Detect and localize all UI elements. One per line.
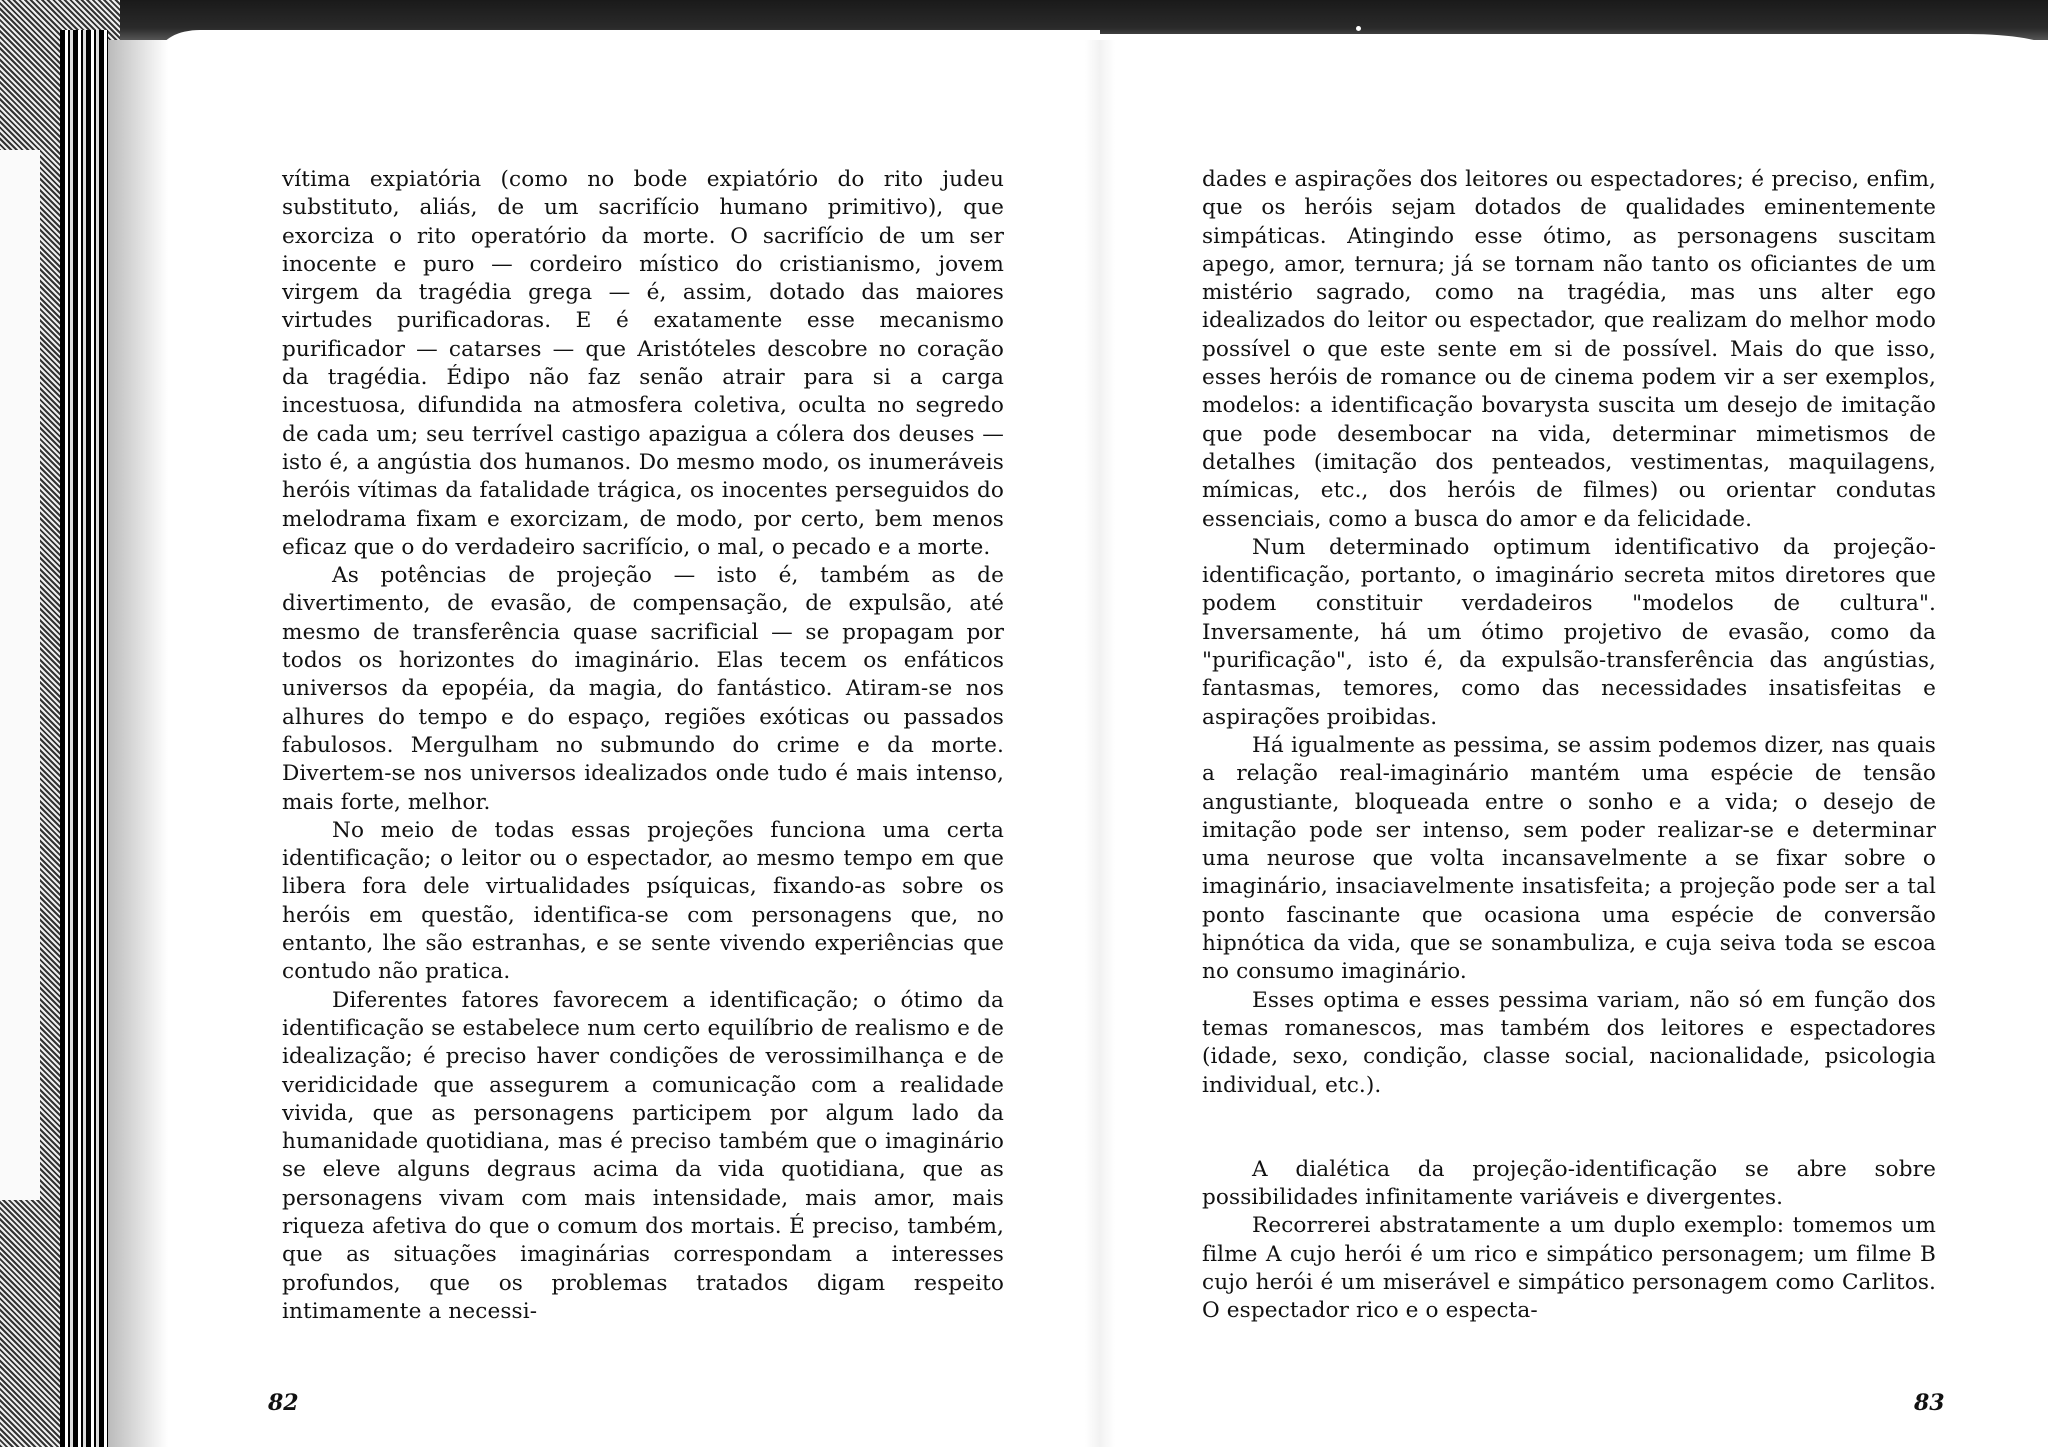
paragraph: Num determinado optimum identificativo da projeção-identificação, portanto, o imaginário secreta mitos diretores que podem constituir verdadeiros "modelos de cultura". Inversamente, há um ótimo projetivo de evasão, como da "purificação", isto é, da expulsão-transferência das angústias, fantasmas, temores, como das necessidades insatisfeitas e aspirações proibidas. [1202, 534, 1936, 730]
page-number-left: 82 [268, 1390, 299, 1416]
page-curl-left [160, 30, 1100, 52]
paragraph: A dialética da projeção-identificação se abre sobre possibilidades infinitamente variáveis e divergentes. [1202, 1156, 1936, 1211]
book-edge-shadow [108, 40, 168, 1447]
right-page-text [1202, 166, 1936, 1326]
section-break [1202, 1100, 1936, 1156]
paragraph: vítima expiatória (como no bode expiatório do rito judeu substituto, aliás, de um sacrifício humano primitivo), que exorciza o rito operatório da morte. O sacrifício de um ser inocente e puro — cordeiro místico do cristianismo, jovem virgem da tragédia grega — é, assim, dotado das maiores virtudes purificadoras. E é exatamente esse mecanismo purificador — catarses — que Aristóteles descobre no coração da tragédia. Édipo não faz senão atrair para si a carga incestuosa, difundida na atmosfera coletiva, oculta no segredo de cada um; seu terrível castigo apazigua a cólera dos deuses — isto é, a angústia dos humanos. Do mesmo modo, os inumeráveis heróis vítimas da fatalidade trágica, os inocentes perseguidos do melodrama fixam e exorcizam, de modo, por certo, bem menos eficaz que o do verdadeiro sacrifício, o mal, o pecado e a morte. [282, 167, 1004, 560]
left-page-text [282, 166, 1004, 1326]
paragraph: Recorrerei abstratamente a um duplo exemplo: tomemos um filme A cujo herói é um rico e simpático personagem; um filme B cujo herói é um miserável e simpático personagem como Carlitos. O espectador rico e o especta- [1202, 1213, 1936, 1324]
page-curl-right [1090, 34, 2048, 56]
scan-speck [1356, 26, 1361, 31]
paragraph: As potências de projeção — isto é, também as de divertimento, de evasão, de compensação, de expulsão, até mesmo de transferência quase sacrificial — se propagam por todos os horizontes do imaginário. Elas tecem os enfáticos universos da epopéia, da magia, do fantástico. Atiram-se nos alhures do tempo e do espaço, regiões exóticas ou passados fabulosos. Mergulham no submundo do crime e da morte. Divertem-se nos universos idealizados onde tudo é mais intenso, mais forte, melhor. [282, 563, 1004, 815]
book-gutter [1085, 40, 1115, 1447]
paragraph: Esses optima e esses pessima variam, não só em função dos temas romanescos, mas também dos leitores e espectadores (idade, sexo, condição, classe social, nacionalidade, psicologia individual, etc.). [1202, 987, 1936, 1098]
book-page-stack [60, 30, 108, 1447]
book-edge-highlight [0, 150, 40, 1200]
paragraph: Diferentes fatores favorecem a identificação; o ótimo da identificação se estabelece num certo equilíbrio de realismo e de idealização; é preciso haver condições de verossimilhança e de veridicidade que assegurem a comunicação com a realidade vivida, que as personagens participem por algum lado da humanidade quotidiana, mas é preciso também que o imaginário se eleve alguns degraus acima da vida quotidiana, que as personagens vivam com mais intensidade, mais amor, mais riqueza afetiva do que o comum dos mortais. É preciso, também, que as situações imaginárias correspondam a interesses profundos, que os problemas tratados digam respeito intimamente a necessi- [282, 987, 1004, 1324]
page-number-right: 83 [1914, 1390, 1945, 1416]
paragraph: No meio de todas essas projeções funciona uma certa identificação; o leitor ou o espectador, ao mesmo tempo em que libera fora dele virtualidades psíquicas, fixando-as sobre os heróis em questão, identifica-se com personagens que, no entanto, lhe são estranhas, e se sente vivendo experiências que contudo não pratica. [282, 817, 1004, 985]
paragraph: dades e aspirações dos leitores ou espectadores; é preciso, enfim, que os heróis sejam dotados de qualidades eminentemente simpáticas. Atingindo esse ótimo, as personagens suscitam apego, amor, ternura; já se tornam não tanto os oficiantes de um mistério sagrado, como na tragédia, mas uns alter ego idealizados do leitor ou espectador, que realizam do melhor modo possível o que este sente em si de possível. Mais do que isso, esses heróis de romance ou de cinema podem vir a ser exemplos, modelos: a identificação bovarysta suscita um desejo de imitação que pode desembocar na vida, determinar mimetismos de detalhes (imitação dos penteados, vestimentas, maquilagens, mímicas, etc., dos heróis de filmes) ou orientar condutas essenciais, como a busca do amor e da felicidade. [1202, 167, 1936, 532]
paragraph: Há igualmente as pessima, se assim podemos dizer, nas quais a relação real-imaginário mantém uma espécie de tensão angustiante, bloqueada entre o sonho e a vida; o desejo de imitação pode ser intenso, sem poder realizar-se e determinar uma neurose que volta incansavelmente a se fixar sobre o imaginário, insaciavelmente insatisfeita; a projeção pode ser a tal ponto fascinante que ocasiona uma espécie de conversão hipnótica da vida, que se sonambuliza, e cuja seiva toda se escoa no consumo imaginário. [1202, 732, 1936, 985]
